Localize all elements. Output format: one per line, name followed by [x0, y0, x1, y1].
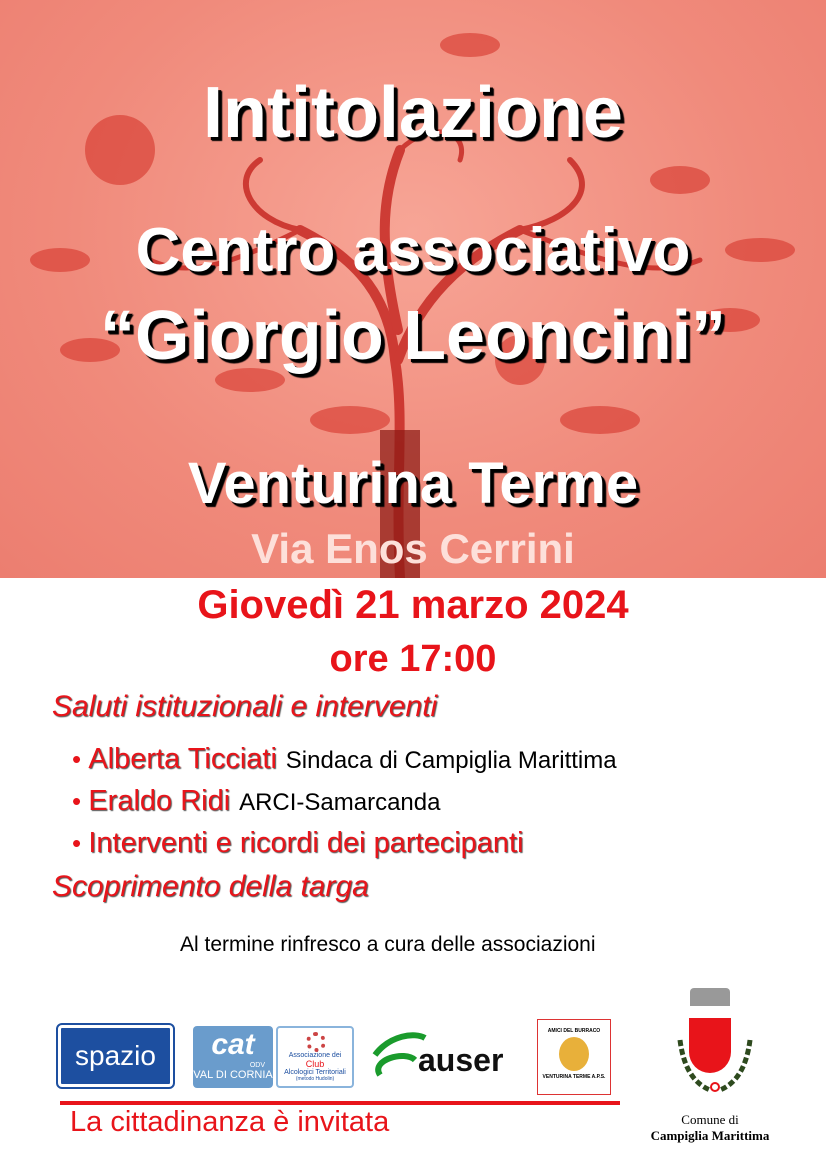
event-date: Giovedì 21 marzo 2024 — [197, 583, 629, 627]
speaker-role: ARCI-Samarcanda — [239, 789, 441, 816]
title: Intitolazione — [203, 73, 623, 153]
list-item: • Interventi e ricordi dei partecipanti — [72, 827, 524, 859]
subtitle: Centro associativo — [135, 216, 691, 285]
hero-banner — [0, 0, 826, 578]
speaker-name: Alberta Ticciati — [88, 743, 277, 775]
street: Via Enos Cerrini — [251, 525, 575, 572]
speaker-name: Eraldo Ridi — [88, 785, 231, 817]
list-item: • Alberta Ticciati Sindaca di Campiglia Marittima — [72, 743, 617, 775]
closing-item: Scoprimento della targa — [52, 870, 369, 903]
burraco-logo: AMICI DEL BURRACO VENTURINA TERME A.P.S. — [537, 1019, 611, 1095]
cat-logo: cat ODV VAL DI CORNIA — [193, 1026, 273, 1088]
divider — [60, 1101, 620, 1105]
refreshment-note: Al termine rinfresco a cura delle associazioni — [180, 933, 596, 956]
list-item: • Eraldo Ridi ARCI-Samarcanda — [72, 785, 441, 817]
acat-logo: Associazione dei Club Alcologici Territoriali (metodo Hudolin) — [276, 1026, 354, 1088]
item-text: Interventi e ricordi dei partecipanti — [88, 827, 524, 859]
spazio-logo: spazio — [58, 1025, 173, 1087]
program-heading: Saluti istituzionali e interventi — [52, 690, 438, 723]
comune-label: Comune di Campiglia Marittima — [650, 1112, 770, 1143]
comune-crest — [650, 985, 780, 1095]
program-list — [72, 743, 617, 869]
speaker-role: Sindaca di Campiglia Marittima — [285, 747, 617, 774]
place: Venturina Terme — [187, 451, 639, 516]
invite-text: La cittadinanza è invitata — [70, 1106, 390, 1138]
honoree-name: “Giorgio Leoncini” — [99, 296, 727, 374]
auser-logo: auser — [370, 1030, 530, 1085]
event-time: ore 17:00 — [329, 638, 497, 680]
